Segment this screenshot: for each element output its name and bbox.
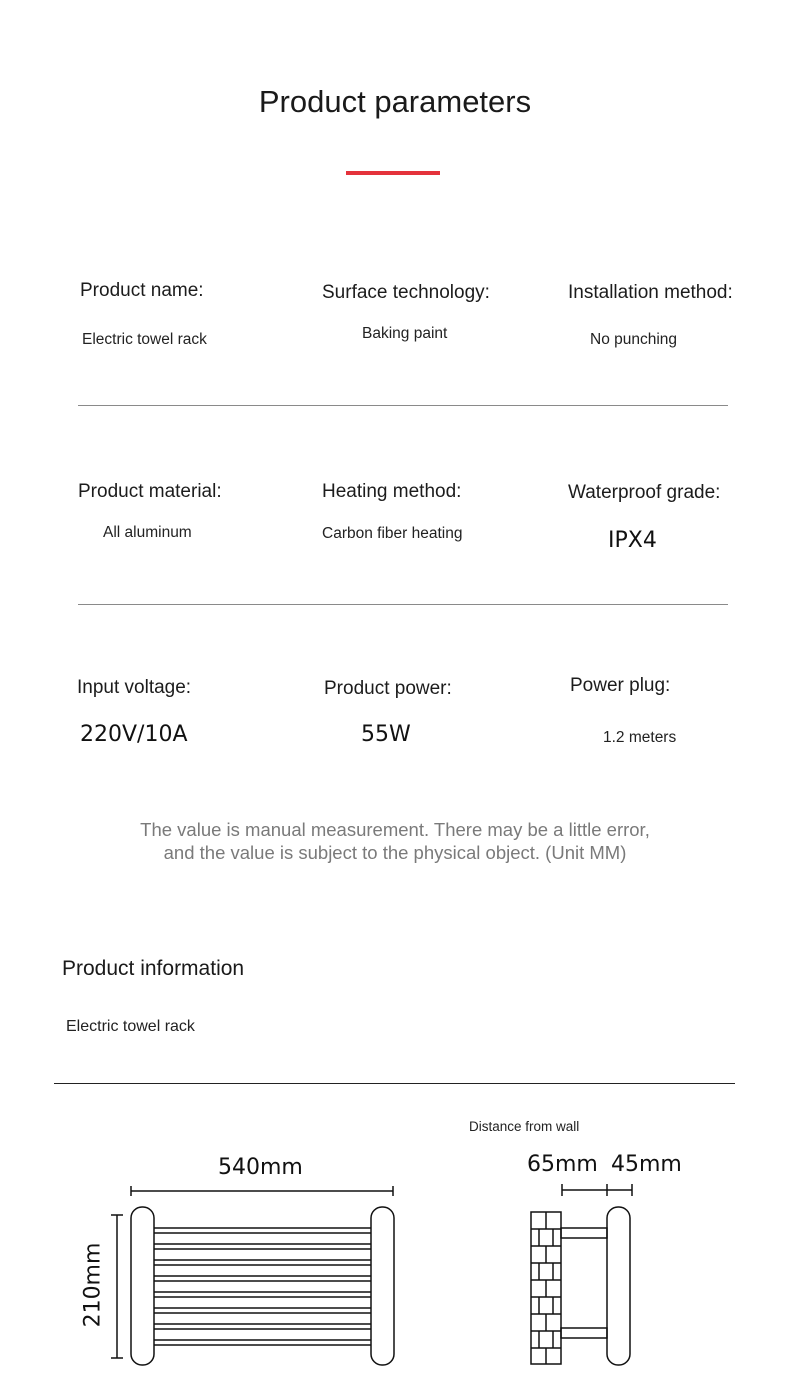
towel-rack-front-diagram	[105, 1180, 405, 1370]
note-line-2: and the value is subject to the physical object. (Unit MM)	[163, 842, 627, 863]
wall-gap-dimension: 65mm	[527, 1152, 598, 1177]
note-line-1: The value is manual measurement. There may be a little error,	[140, 819, 650, 840]
waterproof-grade-label: Waterproof grade:	[568, 482, 721, 503]
installation-method-value: No punching	[590, 331, 678, 348]
towel-rack-side-diagram	[525, 1180, 640, 1370]
power-plug-value: 1.2 meters	[603, 729, 677, 746]
installation-method-label: Installation method:	[568, 282, 733, 303]
product-information-title: Product information	[62, 957, 245, 980]
product-name-value: Electric towel rack	[82, 331, 207, 348]
page-title: Product parameters	[258, 84, 532, 119]
towel-bars	[154, 1228, 371, 1345]
side-upright	[607, 1207, 630, 1365]
product-power-label: Product power:	[324, 678, 452, 699]
divider	[78, 405, 728, 406]
product-power-value: 55W	[361, 722, 411, 747]
product-material-label: Product material:	[78, 481, 222, 502]
mounting-arm	[561, 1328, 607, 1338]
depth-dimension: 45mm	[611, 1152, 682, 1177]
product-name-label: Product name:	[80, 280, 204, 301]
title-accent-bar	[346, 171, 440, 175]
heating-method-value: Carbon fiber heating	[322, 525, 463, 542]
height-dimension: 210mm	[80, 1242, 106, 1328]
input-voltage-value: 220V/10A	[80, 722, 188, 747]
input-voltage-label: Input voltage:	[77, 677, 192, 698]
surface-technology-label: Surface technology:	[322, 282, 490, 303]
waterproof-grade-value: IPX4	[608, 528, 657, 553]
measurement-note	[0, 818, 790, 864]
left-upright	[131, 1207, 154, 1365]
mounting-arm	[561, 1228, 607, 1238]
section-divider	[54, 1083, 735, 1084]
product-information-subtitle: Electric towel rack	[66, 1018, 195, 1035]
heating-method-label: Heating method:	[322, 481, 462, 502]
product-material-value: All aluminum	[103, 524, 192, 541]
right-upright	[371, 1207, 394, 1365]
surface-technology-value: Baking paint	[362, 325, 448, 342]
divider	[78, 604, 728, 605]
wall-distance-caption: Distance from wall	[469, 1119, 580, 1134]
width-dimension: 540mm	[218, 1155, 303, 1180]
power-plug-label: Power plug:	[570, 675, 671, 696]
